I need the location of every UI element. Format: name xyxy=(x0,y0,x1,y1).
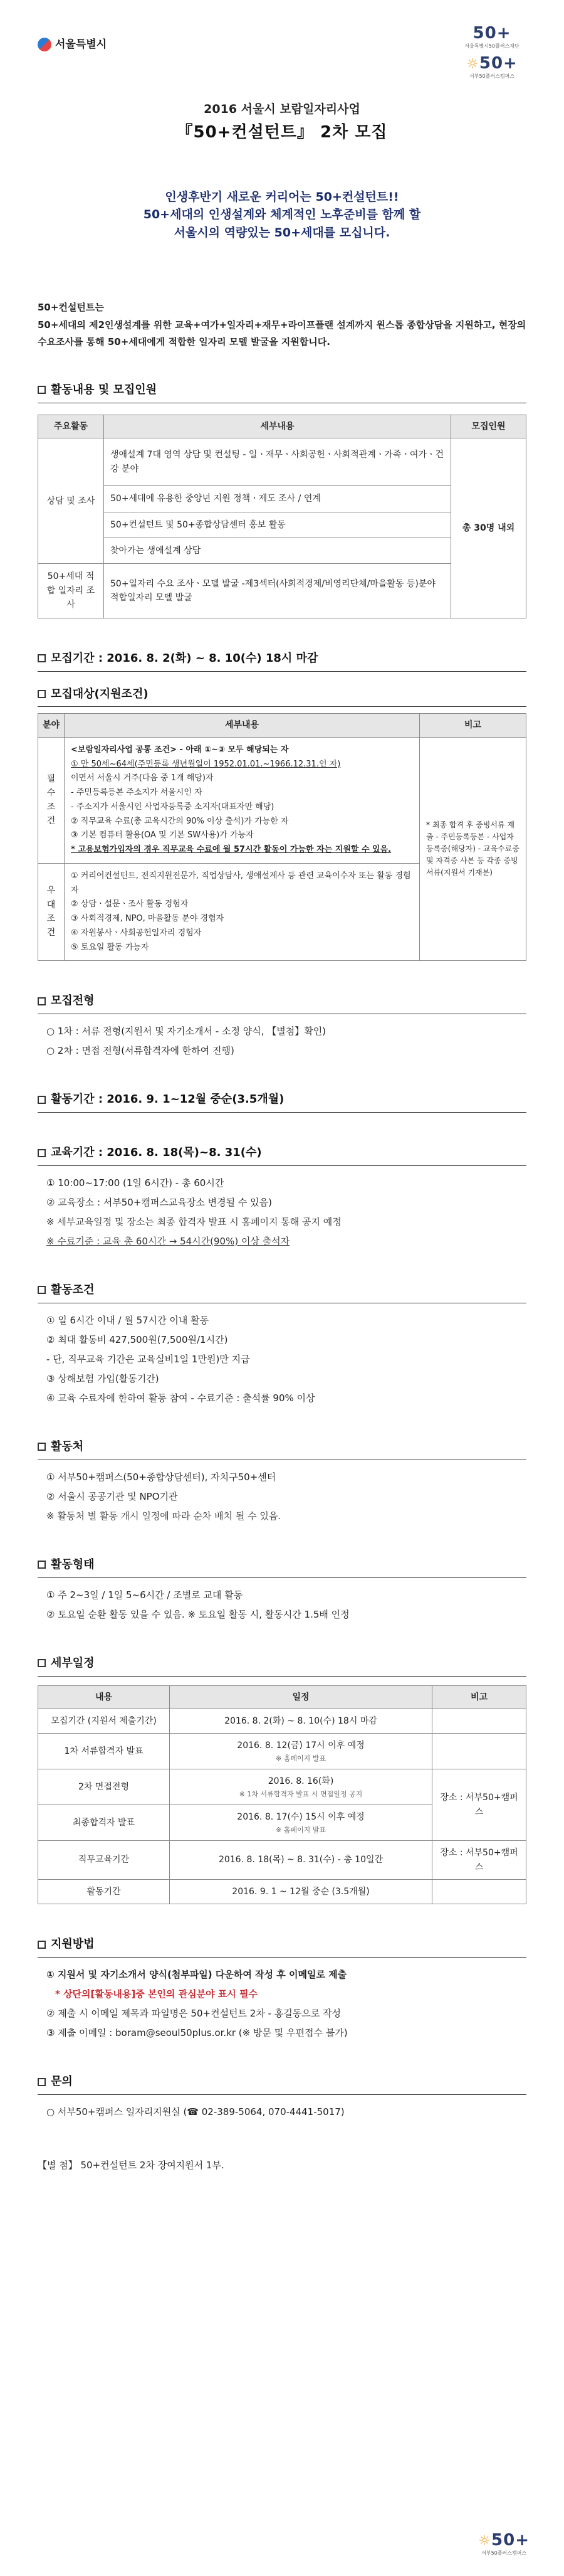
list-item: ① 10:00~17:00 (1일 6시간) - 총 60시간 xyxy=(46,1177,224,1189)
brand-sub-campus: 서부50플러스캠퍼스 xyxy=(469,73,514,80)
eligibility-note: * 최종 합격 후 증빙서류 제출 - 주민등록등본 - 사업자등록증(해당자) - 교육수료증 및 자격증 사본 등 각종 증빙서류(지원서 기재분) xyxy=(420,737,526,961)
section-heading: 교육기간 : 2016. 8. 18(목)~8. 31(수) xyxy=(38,1144,526,1166)
list-item: ※ 세부교육일정 및 장소는 최종 합격자 발표 시 홈페이지 통해 공지 예정 xyxy=(46,1216,342,1227)
section-activity-period xyxy=(38,1091,526,1113)
table-row xyxy=(38,1841,526,1880)
section-heading: 모집대상(지원조건) xyxy=(38,686,526,708)
square-icon xyxy=(38,1659,46,1667)
section-heading: 문의 xyxy=(38,2073,526,2095)
table-cell: 장소 : 서부50+캠퍼스 xyxy=(432,1769,526,1841)
section-heading: 세부일정 xyxy=(38,1655,526,1677)
schedule-table xyxy=(38,1685,526,1905)
list-item: ③ 상해보험 가입(활동기간) xyxy=(46,1372,159,1384)
page-title: 『50+컨설턴트』 2차 모집 xyxy=(176,123,388,142)
table-header: 주요활동 xyxy=(38,415,104,438)
table-cell: 장소 : 서부50+캠퍼스 xyxy=(432,1841,526,1880)
description-lead: 50+컨설턴트는 xyxy=(38,302,104,314)
section-training xyxy=(38,1144,526,1250)
list-item: ④ 교육 수료자에 한하여 활동 참여 - 수료기준 : 출석률 90% 이상 xyxy=(46,1392,315,1404)
header xyxy=(38,25,526,113)
table-cell: 2016. 8. 2(화) ~ 8. 10(수) 18시 마감 xyxy=(170,1709,432,1733)
section-heading: 활동형태 xyxy=(38,1556,526,1578)
title-subtitle: 2016 서울시 보람일자리사업 xyxy=(204,102,360,116)
description-body: 50+세대의 제2인생설계를 위한 교육+여가+일자리+재무+라이프플랜 설계까지 원스톱 종합상담을 지원하고, 현장의 수요조사를 통해 50+세대에게 적합한 일자리 모델 발굴을 지원합니다. xyxy=(38,319,526,347)
table-cell: 직무교육기간 xyxy=(38,1841,170,1880)
list-item: - 단, 직무교육 기간은 교육실비1일 1만원)만 지급 xyxy=(46,1353,250,1365)
section-heading: 활동조건 xyxy=(38,1281,526,1303)
activities-table xyxy=(38,415,526,618)
table-cell: 모집기간 (지원서 제출기간) xyxy=(38,1709,170,1733)
section-heading: 지원방법 xyxy=(38,1936,526,1958)
seoul-emblem-icon xyxy=(38,38,51,51)
list-item: ① 서부50+캠퍼스(50+종합상담센터), 자치구50+센터 xyxy=(46,1471,276,1483)
email-link[interactable]: ③ 제출 이메일 : boram@seoul50plus.or.kr (※ 방문 및 우편접수 불가) xyxy=(46,2027,348,2039)
list-item: ① 지원서 및 자기소개서 양식(첨부파일) 다운하여 작성 후 이메일로 제출 xyxy=(46,1969,347,1981)
list-item: ② 제출 시 이메일 제목과 파일명은 50+컨설턴트 2차 - 홍길동으로 작성 xyxy=(46,2008,341,2020)
required-conditions: <보람일자리사업 공통 조건> - 아래 ①~③ 모두 해당되는 자 ① 만 50세~64세(주민등록 생년월일이 1952.01.01.~1966.12.31.인 자) 이면서 서울시 거주(다음 중 1개 해당)자 - 주민등록등본 주소지가 서울시인 자 - 주소지가 서울시인 사업자등록증 소지자(대표자만 해당) ② 직무교육 수료(총 교육시간의 90% 이상 출석)가 가능한 자 ③ 기본 컴퓨터 활용(OA 및 기본 SW사용)가 가능자 * 고용보험가입자의 경우 직무교육 수료에 월 57시간 활동이 가능한 자는 지원할 수 있음. xyxy=(65,737,420,863)
table-header: 일정 xyxy=(170,1685,432,1709)
section-heading: 모집전형 xyxy=(38,992,526,1014)
list-item: ② 서울시 공공기관 및 NPO기관 xyxy=(46,1490,178,1502)
table-cell: 2차 면접전형 xyxy=(38,1769,170,1805)
footer-logo: ☼50+ 서부50플러스캠퍼스 xyxy=(478,2530,530,2556)
square-icon xyxy=(38,690,46,698)
section-contact xyxy=(38,2073,526,2121)
brand-logo-campus: ☼50+ xyxy=(466,54,518,73)
list-item: ○ 2차 : 면접 전형(서류합격자에 한하여 진행) xyxy=(46,1045,234,1057)
table-row xyxy=(38,737,526,863)
section-activities xyxy=(38,381,526,618)
brand-logos xyxy=(457,25,526,86)
table-cell: 2016. 8. 17(수) 15시 이후 예정 ※ 홈페이지 발표 xyxy=(170,1805,432,1841)
brand-logo-50plus: 50+ xyxy=(473,24,511,43)
brand-sub-foundation: 서울특별시50플러스재단 xyxy=(464,43,520,49)
recruit-count: 총 30명 내외 xyxy=(451,438,526,618)
section-locations xyxy=(38,1438,526,1525)
table-cell: 2016. 8. 12(금) 17시 이후 예정 ※ 홈페이지 발표 xyxy=(170,1734,432,1769)
section-heading: 활동기간 : 2016. 9. 1~12월 중순(3.5개월) xyxy=(38,1091,526,1113)
list-item: * 상단의[활동내용]중 본인의 관심분야 표시 필수 xyxy=(55,1988,258,2000)
square-icon xyxy=(38,997,46,1005)
section-conditions xyxy=(38,1281,526,1407)
table-header: 세부내용 xyxy=(104,415,451,438)
table-row xyxy=(38,1709,526,1733)
sun-icon: ☼ xyxy=(478,2533,492,2549)
table-cell: 2016. 8. 18(목) ~ 8. 31(수) - 총 10일간 xyxy=(170,1841,432,1880)
square-icon xyxy=(38,2078,46,2086)
contact-info: ○ 서부50+캠퍼스 일자리지원실 (☎ 02-389-5064, 070-4441-5017) xyxy=(46,2106,345,2118)
section-eligibility xyxy=(38,686,526,962)
table-cell: 생애설계 7대 영역 상담 및 컨설팅 - 일ㆍ재무ㆍ사회공헌ㆍ사회적관계ㆍ가족ㆍ여가ㆍ건강 분야 xyxy=(104,438,451,486)
table-header: 비고 xyxy=(432,1685,526,1709)
section-apply xyxy=(38,1936,526,2042)
intro-text xyxy=(38,188,526,242)
table-cell: 최종합격자 발표 xyxy=(38,1805,170,1841)
list-item: ※ 수료기준 : 교육 총 60시간 → 54시간(90%) 이상 출석자 xyxy=(46,1235,290,1247)
seoul-logo xyxy=(38,36,107,53)
preferred-conditions: ① 커리어컨설턴트, 전직지원전문가, 직업상담사, 생애설계사 등 관련 교육이수자 또는 활동 경험자 ② 상담ㆍ설문ㆍ조사 활동 경험자 ③ 사회적경제, NPO, 마을활동 분야 경험자 ④ 자원봉사ㆍ사회공헌일자리 경험자 ⑤ 토요일 활동 가능자 xyxy=(65,863,420,961)
intro-line: 인생후반기 새로운 커리어는 50+컨설턴트!! xyxy=(165,189,399,204)
table-cell xyxy=(432,1709,526,1733)
square-icon xyxy=(38,1941,46,1949)
attachment-note: 【별 첨】 50+컨설턴트 2차 장여지원서 1부. xyxy=(38,2160,224,2171)
table-cell: 활동기간 xyxy=(38,1880,170,1904)
list-item: ① 주 2~3일 / 1일 5~6시간 / 조별로 교대 활동 xyxy=(46,1589,243,1601)
section-heading: 활동내용 및 모집인원 xyxy=(38,381,526,403)
section-schedule xyxy=(38,1655,526,1905)
table-row xyxy=(38,438,526,486)
table-cell: 50+세대 적합 일자리 조사 xyxy=(38,564,104,618)
table-header: 분야 xyxy=(38,714,65,737)
section-heading: 모집기간 : 2016. 8. 2(화) ~ 8. 10(수) 18시 마감 xyxy=(38,650,526,672)
seoul-logo-text: 서울특별시 xyxy=(55,38,107,51)
square-icon xyxy=(38,1286,46,1294)
table-row xyxy=(38,1880,526,1904)
section-format xyxy=(38,1556,526,1623)
table-cell: 2016. 8. 16(화) ※ 1차 서류합격자 발표 시 면접일정 공지 xyxy=(170,1769,432,1805)
square-icon xyxy=(38,1443,46,1451)
eligibility-table xyxy=(38,713,526,961)
square-icon xyxy=(38,1096,46,1104)
table-cell: 찾아가는 생애설계 상담 xyxy=(104,538,451,564)
intro-line: 50+세대의 인생설계와 체계적인 노후준비를 함께 할 xyxy=(143,208,421,222)
section-heading: 활동처 xyxy=(38,1438,526,1460)
list-item: ① 일 6시간 이내 / 월 57시간 이내 활동 xyxy=(46,1314,209,1326)
table-header: 세부내용 xyxy=(65,714,420,737)
table-cell: 필수 조건 xyxy=(38,737,65,863)
section-period xyxy=(38,650,526,672)
table-cell xyxy=(432,1880,526,1904)
list-item: ※ 활동처 별 활동 개시 일정에 따라 순차 배치 될 수 있음. xyxy=(46,1510,281,1522)
section-selection xyxy=(38,992,526,1059)
table-cell: 우대 조건 xyxy=(38,863,65,961)
square-icon xyxy=(38,1149,46,1157)
sun-icon: ☼ xyxy=(466,56,479,73)
table-cell xyxy=(432,1734,526,1769)
table-row xyxy=(38,1734,526,1769)
list-item: ○ 1차 : 서류 전형(지원서 및 자기소개서 - 소정 양식, 【별첨】확인) xyxy=(46,1026,326,1037)
table-header: 내용 xyxy=(38,1685,170,1709)
title-block xyxy=(38,100,526,146)
square-icon xyxy=(38,1561,46,1569)
table-cell: 50+컨설턴트 및 50+종합상담센터 홍보 활동 xyxy=(104,512,451,538)
table-header: 비고 xyxy=(420,714,526,737)
table-cell: 2016. 9. 1 ~ 12월 중순 (3.5개월) xyxy=(170,1880,432,1904)
table-cell: 50+세대에 유용한 중앙년 지원 정책ㆍ제도 조사 / 연계 xyxy=(104,486,451,512)
table-cell: 50+일자리 수요 조사ㆍ모델 발굴 -제3섹터(사회적경제/비영리단체/마을활동 등)분야 적합일자리 모델 발굴 xyxy=(104,564,451,618)
list-item: ② 토요일 순환 활동 있을 수 있음. ※ 토요일 활동 시, 활동시간 1.5배 인정 xyxy=(46,1608,350,1620)
list-item: ② 최대 활동비 427,500원(7,500원/1시간) xyxy=(46,1333,228,1345)
square-icon xyxy=(38,386,46,394)
table-cell: 1차 서류합격자 발표 xyxy=(38,1734,170,1769)
description xyxy=(38,299,526,350)
square-icon xyxy=(38,654,46,662)
table-row xyxy=(38,1769,526,1805)
table-cell: 상담 및 조사 xyxy=(38,438,104,564)
intro-line: 서울시의 역량있는 50+세대를 모십니다. xyxy=(174,225,390,240)
table-header: 모집인원 xyxy=(451,415,526,438)
list-item: ② 교육장소 : 서부50+캠퍼스교육장소 변경될 수 있음) xyxy=(46,1196,272,1208)
